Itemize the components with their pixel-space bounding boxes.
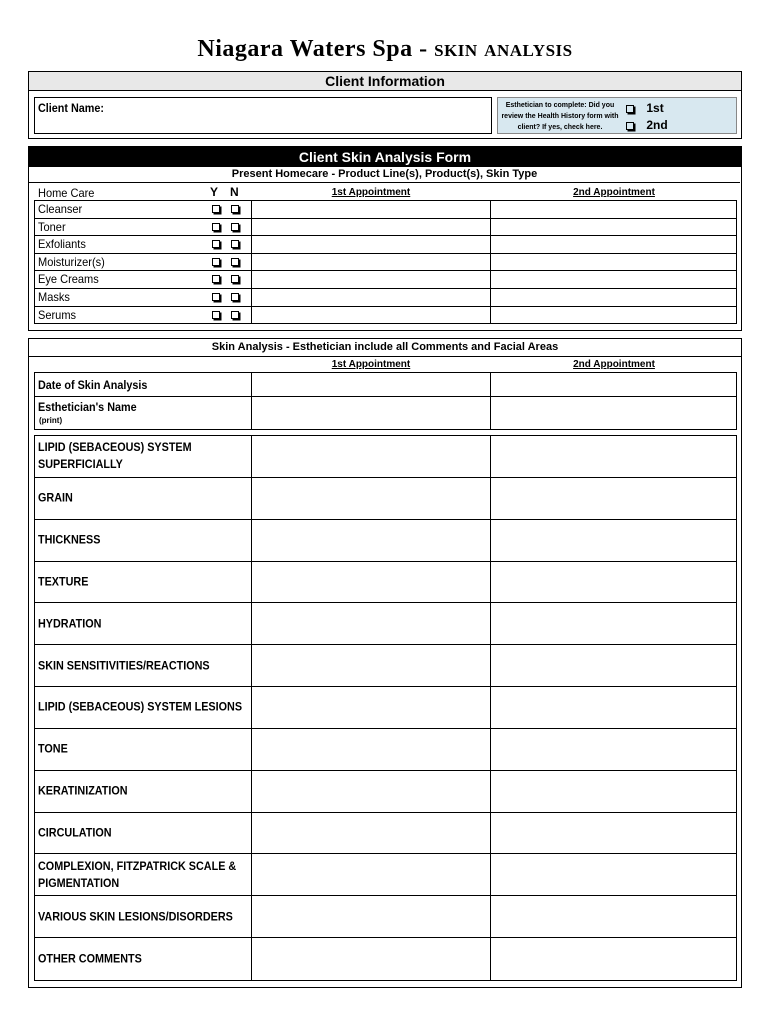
product-no-checkbox[interactable] — [231, 205, 239, 213]
product-row — [35, 254, 736, 272]
analysis-appt1-field[interactable] — [251, 854, 491, 895]
analysis-row — [35, 645, 736, 687]
analysis-item-label: OTHER COMMENTS — [38, 951, 142, 966]
health-history-note — [497, 97, 737, 134]
analysis-row — [35, 687, 736, 729]
product-no-checkbox[interactable] — [231, 293, 239, 301]
analysis-appt1-field[interactable] — [251, 771, 491, 812]
analysis-items-table — [34, 435, 737, 981]
product-row — [35, 201, 736, 219]
product-appt1-field[interactable] — [251, 271, 491, 288]
product-appt2-field[interactable] — [491, 254, 736, 271]
product-row — [35, 289, 736, 307]
product-row — [35, 236, 736, 254]
analysis-form-subheader: Present Homecare - Product Line(s), Product(s), Skin Type — [231, 168, 538, 180]
analysis-appt1-field[interactable] — [251, 896, 491, 937]
date-appt2-field[interactable] — [491, 373, 736, 397]
analysis-appt1-field[interactable] — [251, 603, 491, 644]
analysis-appt1-field[interactable] — [251, 729, 491, 770]
analysis-item-label: TONE — [38, 741, 68, 756]
analysis-appt2-field[interactable] — [491, 562, 736, 603]
analysis-appt2-field[interactable] — [491, 896, 736, 937]
page-title: Niagara Waters Spa - skin analysis — [197, 36, 573, 62]
product-appt2-field[interactable] — [491, 307, 736, 325]
product-no-checkbox[interactable] — [231, 311, 239, 319]
check-2nd-checkbox[interactable] — [626, 122, 634, 130]
analysis-form-header: Client Skin Analysis Form — [29, 147, 741, 167]
check-2nd-row — [626, 118, 668, 132]
analysis-row — [35, 562, 736, 604]
analysis-row — [35, 938, 736, 980]
analysis-row — [35, 436, 736, 478]
analysis-appt1-field[interactable] — [251, 645, 491, 686]
product-yes-checkbox[interactable] — [212, 205, 220, 213]
product-appt1-field[interactable] — [251, 236, 491, 253]
product-appt2-field[interactable] — [491, 201, 736, 218]
date-esthetician-table — [34, 372, 737, 430]
analysis-item-label: HYDRATION — [38, 616, 102, 631]
homecare-product-table — [34, 200, 737, 324]
product-row — [35, 307, 736, 325]
product-label: Moisturizer(s) — [38, 254, 105, 269]
check-1st-checkbox[interactable] — [626, 105, 634, 113]
product-appt1-field[interactable] — [251, 289, 491, 306]
product-appt2-field[interactable] — [491, 271, 736, 288]
product-appt2-field[interactable] — [491, 219, 736, 236]
analysis-appt2-field[interactable] — [491, 603, 736, 644]
product-no-checkbox[interactable] — [231, 223, 239, 231]
client-name-label: Client Name: — [38, 101, 105, 115]
product-label: Masks — [38, 290, 70, 304]
analysis-row — [35, 854, 736, 896]
product-appt2-field[interactable] — [491, 289, 736, 306]
check-1st-row — [626, 101, 664, 115]
analysis-item-label: CIRCULATION — [38, 825, 112, 840]
analysis-row — [35, 478, 736, 520]
analysis-appt1-field[interactable] — [251, 436, 491, 477]
analysis-row — [35, 771, 736, 813]
date-appt1-field[interactable] — [251, 373, 491, 397]
analysis-appt1-label: 1st Appointment — [331, 359, 411, 370]
homecare-appt2-label: 2nd Appointment — [573, 187, 655, 198]
analysis-row — [35, 729, 736, 771]
check-1st-label: 1st — [646, 101, 664, 115]
product-no-checkbox[interactable] — [231, 240, 239, 248]
product-yes-checkbox[interactable] — [212, 275, 220, 283]
analysis-appt2-field[interactable] — [491, 520, 736, 561]
product-yes-checkbox[interactable] — [212, 293, 220, 301]
product-yes-checkbox[interactable] — [212, 311, 220, 319]
client-info-section — [28, 71, 742, 139]
no-column-label: N — [230, 185, 239, 199]
analysis-item-label: SKIN SENSITIVITIES/REACTIONS — [38, 658, 210, 673]
analysis-item-label: COMPLEXION, FITZPATRICK SCALE & PIGMENTATION — [38, 858, 237, 890]
analysis-row — [35, 603, 736, 645]
product-row — [35, 271, 736, 289]
subheader-divider — [29, 182, 740, 183]
analysis-appt1-field[interactable] — [251, 520, 491, 561]
analysis-item-label: KERATINIZATION — [38, 783, 128, 798]
product-appt2-field[interactable] — [491, 236, 736, 253]
product-no-checkbox[interactable] — [231, 258, 239, 266]
product-appt1-field[interactable] — [251, 307, 491, 325]
product-label: Toner — [38, 219, 66, 234]
analysis-appt1-field[interactable] — [251, 687, 491, 728]
analysis-appt2-field[interactable] — [491, 938, 736, 980]
yes-column-label: Y — [210, 185, 219, 199]
product-yes-checkbox[interactable] — [212, 223, 220, 231]
product-row — [35, 219, 736, 237]
product-yes-checkbox[interactable] — [212, 258, 220, 266]
analysis-item-label: GRAIN — [38, 490, 73, 505]
analysis-item-label: VARIOUS SKIN LESIONS/DISORDERS — [38, 909, 233, 924]
product-label: Serums — [38, 307, 77, 322]
client-info-header: Client Information — [29, 72, 741, 91]
product-appt1-field[interactable] — [251, 201, 491, 218]
date-label: Date of Skin Analysis — [38, 378, 148, 392]
health-history-note-text: Esthetician to complete: Did you review the Health History form with client? If yes, check here. — [501, 102, 619, 131]
product-yes-checkbox[interactable] — [212, 240, 220, 248]
product-label: Eye Creams — [38, 272, 99, 287]
skin-analysis-header: Skin Analysis - Esthetician include all Comments and Facial Areas — [29, 339, 741, 357]
analysis-item-label: THICKNESS — [38, 532, 101, 547]
esthetician-label: Esthetician's Name — [38, 400, 137, 414]
check-2nd-label: 2nd — [646, 118, 668, 132]
analysis-row — [35, 896, 736, 938]
analysis-appt2-label: 2nd Appointment — [573, 359, 655, 370]
analysis-appt2-field[interactable] — [491, 645, 736, 686]
product-label: Cleanser — [38, 202, 83, 216]
analysis-appt1-field[interactable] — [251, 813, 491, 854]
analysis-appt2-field[interactable] — [491, 854, 736, 895]
analysis-appt1-field[interactable] — [251, 478, 491, 519]
analysis-appt2-field[interactable] — [491, 687, 736, 728]
analysis-item-label: LIPID (SEBACEOUS) SYSTEM SUPERFICIALLY — [38, 440, 192, 472]
analysis-appt1-field[interactable] — [251, 562, 491, 603]
analysis-row — [35, 813, 736, 855]
esthetician-appt1-field[interactable] — [251, 397, 491, 429]
analysis-item-label: LIPID (SEBACEOUS) SYSTEM LESIONS — [38, 699, 243, 714]
analysis-appt2-field[interactable] — [491, 771, 736, 812]
client-name-field[interactable] — [34, 97, 492, 134]
product-label: Exfoliants — [38, 237, 86, 252]
product-appt1-field[interactable] — [251, 254, 491, 271]
print-label: (print) — [39, 416, 63, 425]
product-no-checkbox[interactable] — [231, 275, 239, 283]
analysis-appt2-field[interactable] — [491, 813, 736, 854]
product-appt1-field[interactable] — [251, 219, 491, 236]
analysis-appt1-field[interactable] — [251, 938, 491, 980]
analysis-item-label: TEXTURE — [38, 574, 89, 589]
homecare-appt1-label: 1st Appointment — [331, 187, 411, 198]
analysis-appt2-field[interactable] — [491, 729, 736, 770]
analysis-appt2-field[interactable] — [491, 478, 736, 519]
home-care-label: Home Care — [38, 186, 95, 200]
analysis-row — [35, 520, 736, 562]
esthetician-appt2-field[interactable] — [491, 397, 736, 429]
analysis-appt2-field[interactable] — [491, 436, 736, 477]
